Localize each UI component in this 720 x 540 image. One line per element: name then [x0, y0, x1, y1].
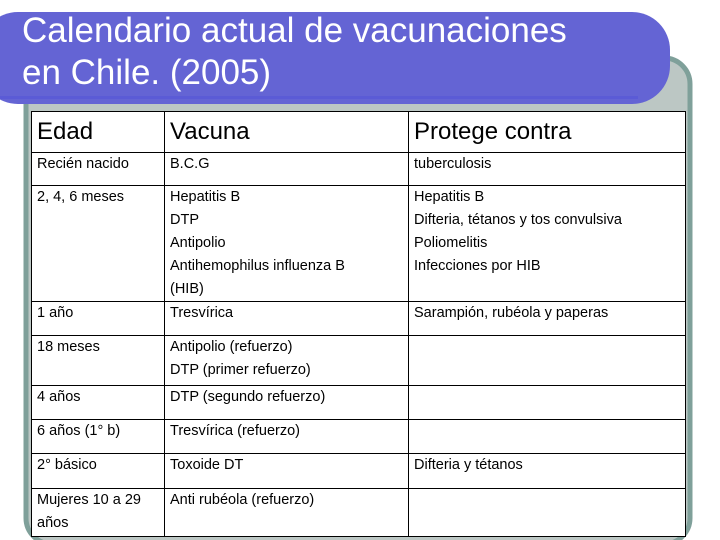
cell-text-line: Difteria, tétanos y tos convulsiva	[414, 212, 622, 228]
cell-vacuna	[165, 336, 409, 386]
cell-text-line: DTP	[170, 212, 199, 228]
cell-protege-contra	[409, 186, 686, 302]
vaccination-table	[31, 111, 686, 537]
header-edad: Edad	[32, 112, 165, 153]
table-row	[32, 386, 686, 420]
cell-vacuna	[165, 489, 409, 537]
cell-text-line: (HIB)	[170, 281, 204, 297]
cell-text-line: Mujeres 10 a 29	[37, 492, 141, 508]
table-row	[32, 336, 686, 386]
cell-text-line: 2° básico	[37, 457, 97, 473]
cell-text-line: 4 años	[37, 389, 81, 405]
cell-edad	[32, 336, 165, 386]
cell-text-line: Tresvírica (refuerzo)	[170, 423, 300, 439]
cell-text-line: Antipolio (refuerzo)	[170, 339, 293, 355]
cell-edad	[32, 489, 165, 537]
cell-text-line: B.C.G	[170, 156, 210, 172]
cell-text-line: Anti rubéola (refuerzo)	[170, 492, 315, 508]
cell-text-line: DTP (primer refuerzo)	[170, 362, 311, 378]
table-body	[32, 153, 686, 537]
cell-vacuna	[165, 302, 409, 336]
cell-vacuna	[165, 386, 409, 420]
cell-text-line: Hepatitis B	[170, 189, 241, 205]
header-protege-contra: Protege contra	[409, 112, 686, 153]
cell-protege-contra	[409, 489, 686, 537]
cell-text-line: años	[37, 515, 69, 531]
cell-text-line: 6 años (1° b)	[37, 423, 121, 439]
cell-text-line: 1 año	[37, 305, 74, 321]
table-row	[32, 489, 686, 537]
cell-protege-contra	[409, 336, 686, 386]
cell-vacuna	[165, 454, 409, 489]
cell-protege-contra	[409, 153, 686, 186]
table-row	[32, 454, 686, 489]
cell-edad	[32, 420, 165, 454]
cell-text-line: 2, 4, 6 meses	[37, 189, 125, 205]
cell-text-line: Poliomelitis	[414, 235, 488, 251]
table-header-row	[32, 112, 686, 153]
cell-vacuna	[165, 153, 409, 186]
slide-title-line-2: en Chile. (2005)	[22, 53, 272, 92]
cell-protege-contra	[409, 420, 686, 454]
cell-text-line: Recién nacido	[37, 156, 129, 172]
cell-edad	[32, 386, 165, 420]
cell-protege-contra	[409, 386, 686, 420]
table-row	[32, 186, 686, 302]
slide-title	[22, 10, 622, 94]
cell-text-line: Antihemophilus influenza B	[170, 258, 345, 274]
cell-protege-contra	[409, 302, 686, 336]
cell-text-line: tuberculosis	[414, 156, 492, 172]
table-row	[32, 420, 686, 454]
cell-text-line: Tresvírica	[170, 305, 234, 321]
cell-text-line: Difteria y tétanos	[414, 457, 523, 473]
cell-text-line: Toxoide DT	[170, 457, 244, 473]
cell-vacuna	[165, 420, 409, 454]
cell-protege-contra	[409, 454, 686, 489]
header-vacuna: Vacuna	[165, 112, 409, 153]
cell-text-line: Antipolio	[170, 235, 226, 251]
title-underline	[0, 96, 638, 99]
cell-text-line: 18 meses	[37, 339, 100, 355]
cell-vacuna	[165, 186, 409, 302]
cell-edad	[32, 153, 165, 186]
cell-edad	[32, 302, 165, 336]
cell-text-line: Infecciones por HIB	[414, 258, 541, 274]
slide-title-line-1: Calendario actual de vacunaciones	[22, 11, 567, 50]
table-row	[32, 302, 686, 336]
cell-text-line: Sarampión, rubéola y paperas	[414, 305, 609, 321]
table-row	[32, 153, 686, 186]
cell-text-line: Hepatitis B	[414, 189, 485, 205]
cell-text-line: DTP (segundo refuerzo)	[170, 389, 326, 405]
cell-edad	[32, 186, 165, 302]
cell-edad	[32, 454, 165, 489]
